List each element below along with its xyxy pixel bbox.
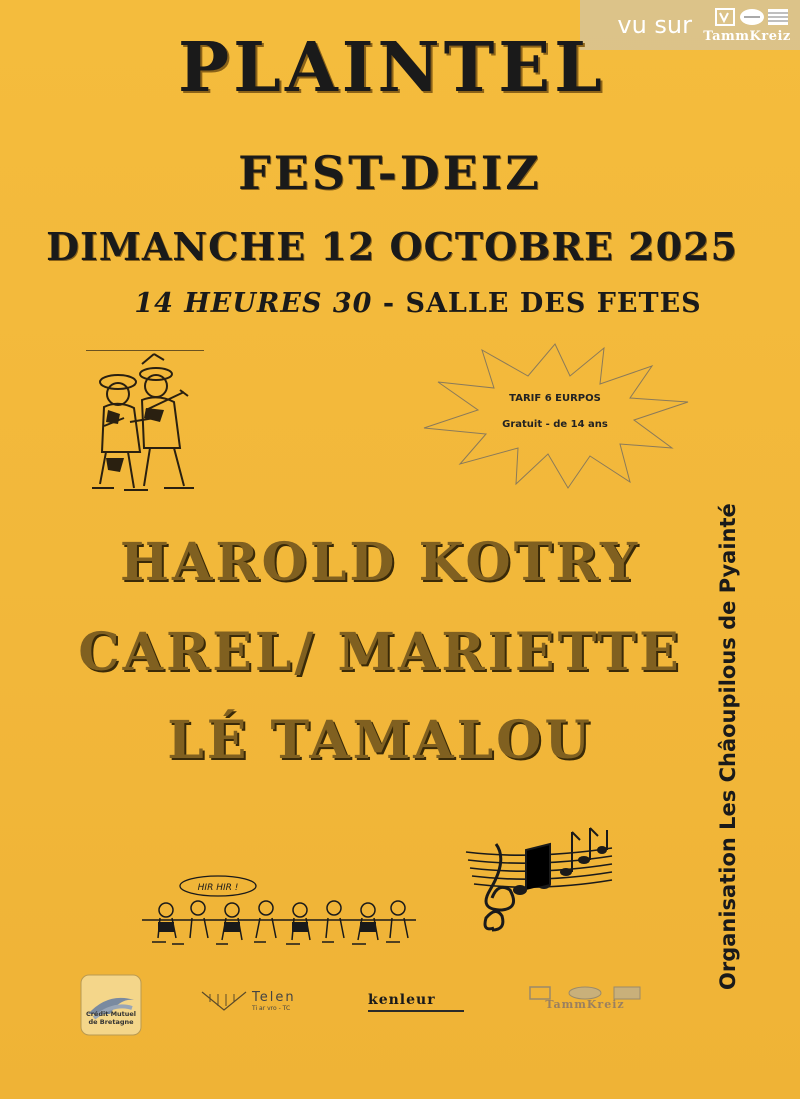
event-date: DIMANCHE 12 OCTOBRE 2025 bbox=[46, 224, 738, 269]
tammkreiz-name: TammKreiz bbox=[545, 998, 625, 1011]
watermark-prefix: vu sur bbox=[617, 11, 692, 39]
credit-mutuel-name: Crédit Mutuel bbox=[85, 1010, 137, 1018]
band-2: CAREL/ MARIETTE bbox=[78, 622, 682, 683]
watermark-brand: TammKreiz bbox=[703, 28, 791, 44]
event-time-place bbox=[18, 288, 800, 319]
credit-mutuel-logo bbox=[80, 974, 142, 1036]
band-1: HAROLD KOTRY bbox=[119, 532, 641, 593]
event-title: FEST-DEIZ bbox=[238, 146, 542, 200]
tammkreiz-icon bbox=[702, 7, 792, 29]
free-entry-label: Gratuit - de 14 ans bbox=[502, 419, 608, 430]
telen-sub: Ti ar vro - TC bbox=[252, 1005, 291, 1012]
dancers-illustration bbox=[136, 872, 421, 952]
music-notes-illustration bbox=[462, 820, 614, 940]
telen-logo bbox=[200, 988, 250, 1014]
price-starburst bbox=[420, 340, 690, 490]
sponsor-credit-mutuel[interactable] bbox=[80, 974, 142, 1036]
kenleur-underline bbox=[368, 1010, 464, 1012]
sponsor-kenleur[interactable] bbox=[368, 992, 464, 1012]
credit-mutuel-sub: de Bretagne bbox=[88, 1018, 134, 1026]
dancers-speech-bubble: HIR HIR ! bbox=[197, 883, 239, 893]
kenleur-logo: kenleur bbox=[368, 992, 436, 1008]
event-place: - SALLE DES FETES bbox=[382, 288, 702, 319]
divider-line bbox=[86, 350, 204, 351]
telen-name: Telen bbox=[252, 990, 296, 1005]
sponsor-tammkreiz[interactable] bbox=[510, 986, 660, 1012]
sponsor-telen[interactable] bbox=[200, 988, 320, 1014]
price-label: TARIF 6 EURPOS bbox=[509, 393, 601, 404]
band-3: LÉ TAMALOU bbox=[167, 710, 593, 771]
town-title: PLAINTEL bbox=[178, 28, 606, 108]
organisation-credit: Organisation Les Châoupilous de Pyainté bbox=[716, 503, 740, 990]
event-time: 14 HEURES 30 bbox=[134, 288, 373, 319]
musicians-illustration bbox=[84, 352, 214, 497]
